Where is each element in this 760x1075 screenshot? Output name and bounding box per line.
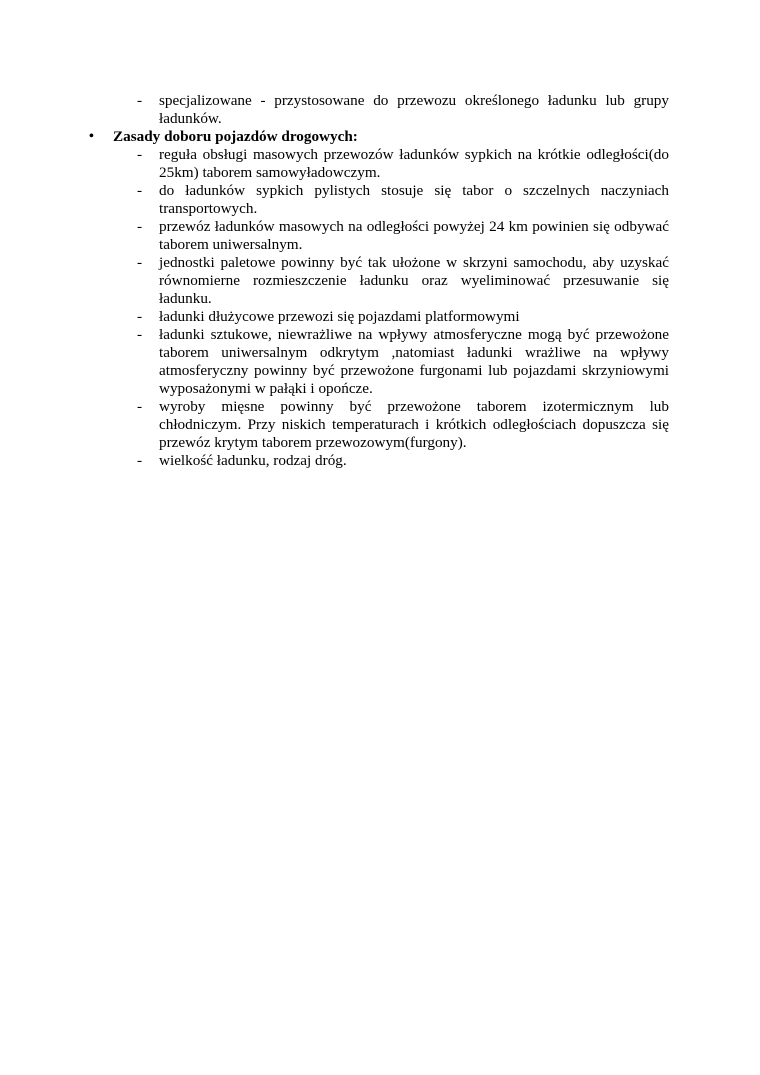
dash-marker: - [137,452,143,469]
list-item [137,308,669,326]
dash-marker: - [137,146,143,163]
list-item-text: ładunki dłużycowe przewozi się pojazdami platformowymi [159,308,520,325]
list-item [137,398,669,452]
rules-dash-list [0,146,760,470]
list-item [137,254,669,308]
list-item-text: jednostki paletowe powinny być tak ułożone w skrzyni samochodu, aby uzyskać równomierne rozmieszczenie ładunku oraz wyeliminować przesuwanie się ładunku. [159,254,669,307]
section-heading: Zasady doboru pojazdów drogowych: [113,128,358,145]
list-item-text: ładunki sztukowe, niewrażliwe na wpływy atmosferyczne mogą być przewożone taborem uniwersalnym odkrytym ,natomiast ładunki wrażliwe na wpływy atmosferyczny powinny być przewożone furgonami lub pojazdami skrzyniowymi wyposażonymi w pałąki i opończe. [159,326,669,397]
bullet-marker: • [89,129,94,144]
list-item-text: wielkość ładunku, rodzaj dróg. [159,452,347,469]
top-dash-list [0,92,760,128]
list-item-text: reguła obsługi masowych przewozów ładunków sypkich na krótkie odległości(do 25km) taborem samowyładowczym. [159,146,669,181]
list-item-text: specjalizowane - przystosowane do przewozu określonego ładunku lub grupy ładunków. [159,92,669,127]
list-item-text: wyroby mięsne powinny być przewożone taborem izotermicznym lub chłodniczym. Przy niskich temperaturach i krótkich odległościach dopuszcza się przewóz krytym taborem przewozowym(furgony). [159,398,669,451]
dash-marker: - [137,218,143,235]
list-item [137,182,669,218]
dash-marker: - [137,182,143,199]
list-item-text: do ładunków sypkich pylistych stosuje się tabor o szczelnych naczyniach transportowych. [159,182,669,217]
list-item [137,452,669,470]
dash-marker: - [137,398,143,415]
dash-marker: - [137,326,143,343]
list-item [137,326,669,398]
section-heading-item [89,128,669,146]
list-item [137,146,669,182]
dash-marker: - [137,92,143,109]
list-item [137,218,669,254]
list-item [137,92,669,128]
document-content [0,92,760,470]
dash-marker: - [137,308,143,325]
list-item-text: przewóz ładunków masowych na odległości powyżej 24 km powinien się odbywać taborem uniwersalnym. [159,218,669,253]
dash-marker: - [137,254,143,271]
